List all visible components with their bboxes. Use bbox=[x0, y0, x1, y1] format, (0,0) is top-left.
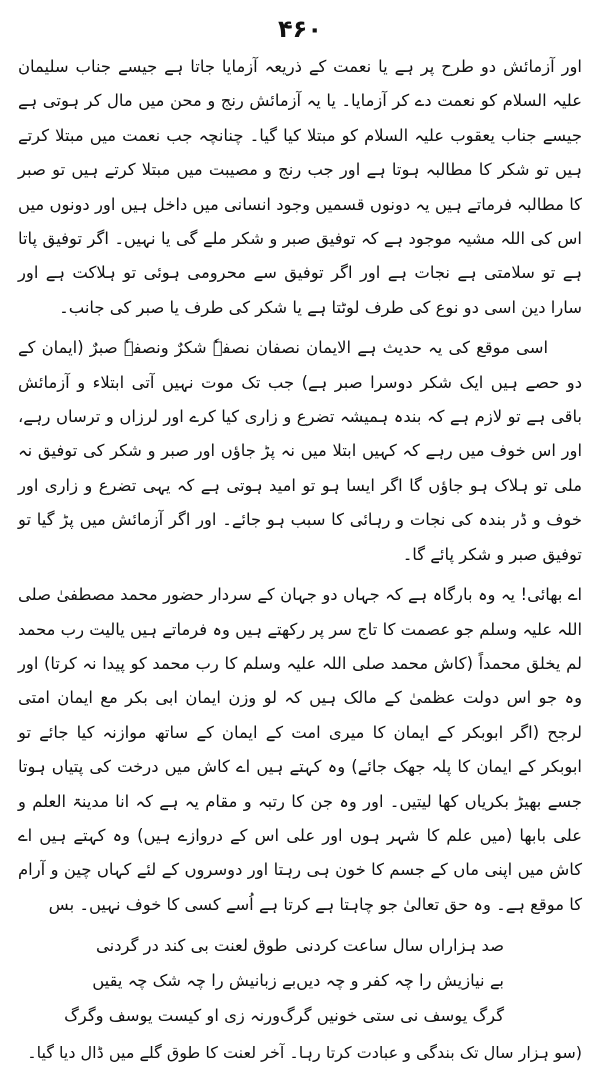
verse-first-hemistich: صد ہزاراں سال ساعت کردنی bbox=[295, 936, 504, 956]
paragraph-hadith: اسی موقع کی یہ حدیث ہے الایمان نصفان نصفہٗ شکرٌ ونصفہٗ صبرٌ (ایمان کے دو حصے ہیں ایک شکر دوسرا صبر ہے) جب تک موت نہیں آتی ابتلاء و آزمائش باقی ہے تو لازم ہے کہ بندہ ہمیشہ تضرع و زاری کیا کرے اور لرزاں و ترساں رہے، اور اس خوف میں رہے کہ کہیں ابتلا میں نہ پڑ جاؤں اور صبر و شکر کی توفیق نہ ملی تو ہلاک ہو جاؤں گا اگر ایسا ہو تو امید ہوتی ہے کہ یہی تضرع و زاری اور خوف و ڈر بندہ کی نجات و رہائی کا سبب ہو جائے۔ اور اگر آزمائش میں پڑ گیا تو توفیق صبر و شکر پائے گا۔ bbox=[18, 338, 582, 564]
poem-verse bbox=[92, 963, 504, 998]
paragraph-trials: اور آزمائش دو طرح پر ہے یا نعمت کے ذریعہ آزمایا جاتا ہے جیسے جناب سلیمان علیہ السلام کو نعمت دے کر آزمایا۔ یا یہ آزمائش رنج و محن میں مال کر ہوتی ہے جیسے جناب یعقوب علیہ السلام کو مبتلا کیا گیا۔ چنانچہ جب نعمت میں مبتلا کرتے ہیں تو شکر کا مطالبہ ہوتا ہے اور جب رنج و مصیبت میں مبتلا کرتے ہیں تو صبر کا مطالبہ فرماتے ہیں یہ دونوں قسمیں وجود انسانی میں داخل ہیں اور دونوں میں اس کی اللہ مشیہ موجود ہے کہ توفیق صبر و شکر ملے گی یا نہیں۔ اگر توفیق پاتا ہے تو سلامتی ہے نجات ہے اور اگر توفیق سے محرومی ہوئی تو ہلاکت ہے اور سارا دین اسی دو نوع کی طرف لوٹتا ہے یا شکر کی طرف یا صبر کی جانب۔ bbox=[18, 57, 582, 317]
verse-first-hemistich: گرگ یوسف نی ستی خونیں گرگ bbox=[280, 1006, 504, 1026]
poem-translation: (سو ہزار سال تک بندگی و عبادت کرتا رہا۔ آخر لعنت کا طوق گلے میں ڈال دیا گیا۔ bbox=[27, 1043, 582, 1063]
verse-first-hemistich: بے نیازیش را چہ کفر و چہ دیں bbox=[296, 971, 504, 991]
verse-second-hemistich: طوق لعنت بی کند در گردنی bbox=[96, 936, 288, 956]
poem-verse bbox=[64, 998, 504, 1033]
body-text bbox=[18, 50, 582, 922]
verse-second-hemistich: بے زبانیش را چہ شک چہ یقیں bbox=[92, 971, 297, 991]
page-number: ۴۶۰ bbox=[278, 15, 322, 43]
paragraph-brother: اے بھائی! یہ وہ بارگاہ ہے کہ جہاں دو جہان کے سردار حضور محمد مصطفیٰ صلی اللہ علیہ وسلم جو عصمت کا تاج سر پر رکھتے ہیں وہ فرماتے ہیں یالیت رب محمد لم یخلق محمداً (کاش محمد صلی اللہ علیہ وسلم کا رب محمد کو پیدا نہ کرتا) اور وہ جو اس دولت عظمیٰ کے مالک ہیں کہ لو وزن ایمان ابی بکر مع ایمان امتی لرجح (اگر ابوبکر کے ایمان کا میری امت کے ایمان کے ساتھ موازنہ کیا جائے تو ابوبکر کے ایمان کا پلہ جھک جائے) وہ کہتے ہیں اے کاش میں درخت کی پتیاں ہوتا جسے بھیڑ بکریاں کھا لیتیں۔ اور وہ جن کا رتبہ و مقام یہ ہے کہ انا مدینۃ العلم و علی بابھا (میں علم کا شہر ہوں اور علی اس کے دروازے ہیں) وہ کہتے ہیں اے کاش میں اپنی ماں کے جسم کا خون ہی رہتا اور دوسروں کے لئے کہاں چین و آرام کا موقع ہے۔ وہ حق تعالیٰ جو چاہتا ہے کرتا ہے اُسے کسی کا خوف نہیں۔ بس bbox=[18, 585, 582, 914]
persian-poem bbox=[18, 928, 582, 1033]
poem-verse bbox=[96, 928, 504, 963]
verse-second-hemistich: ورنہ زی او کیست یوسف وگرگ bbox=[64, 1006, 281, 1026]
